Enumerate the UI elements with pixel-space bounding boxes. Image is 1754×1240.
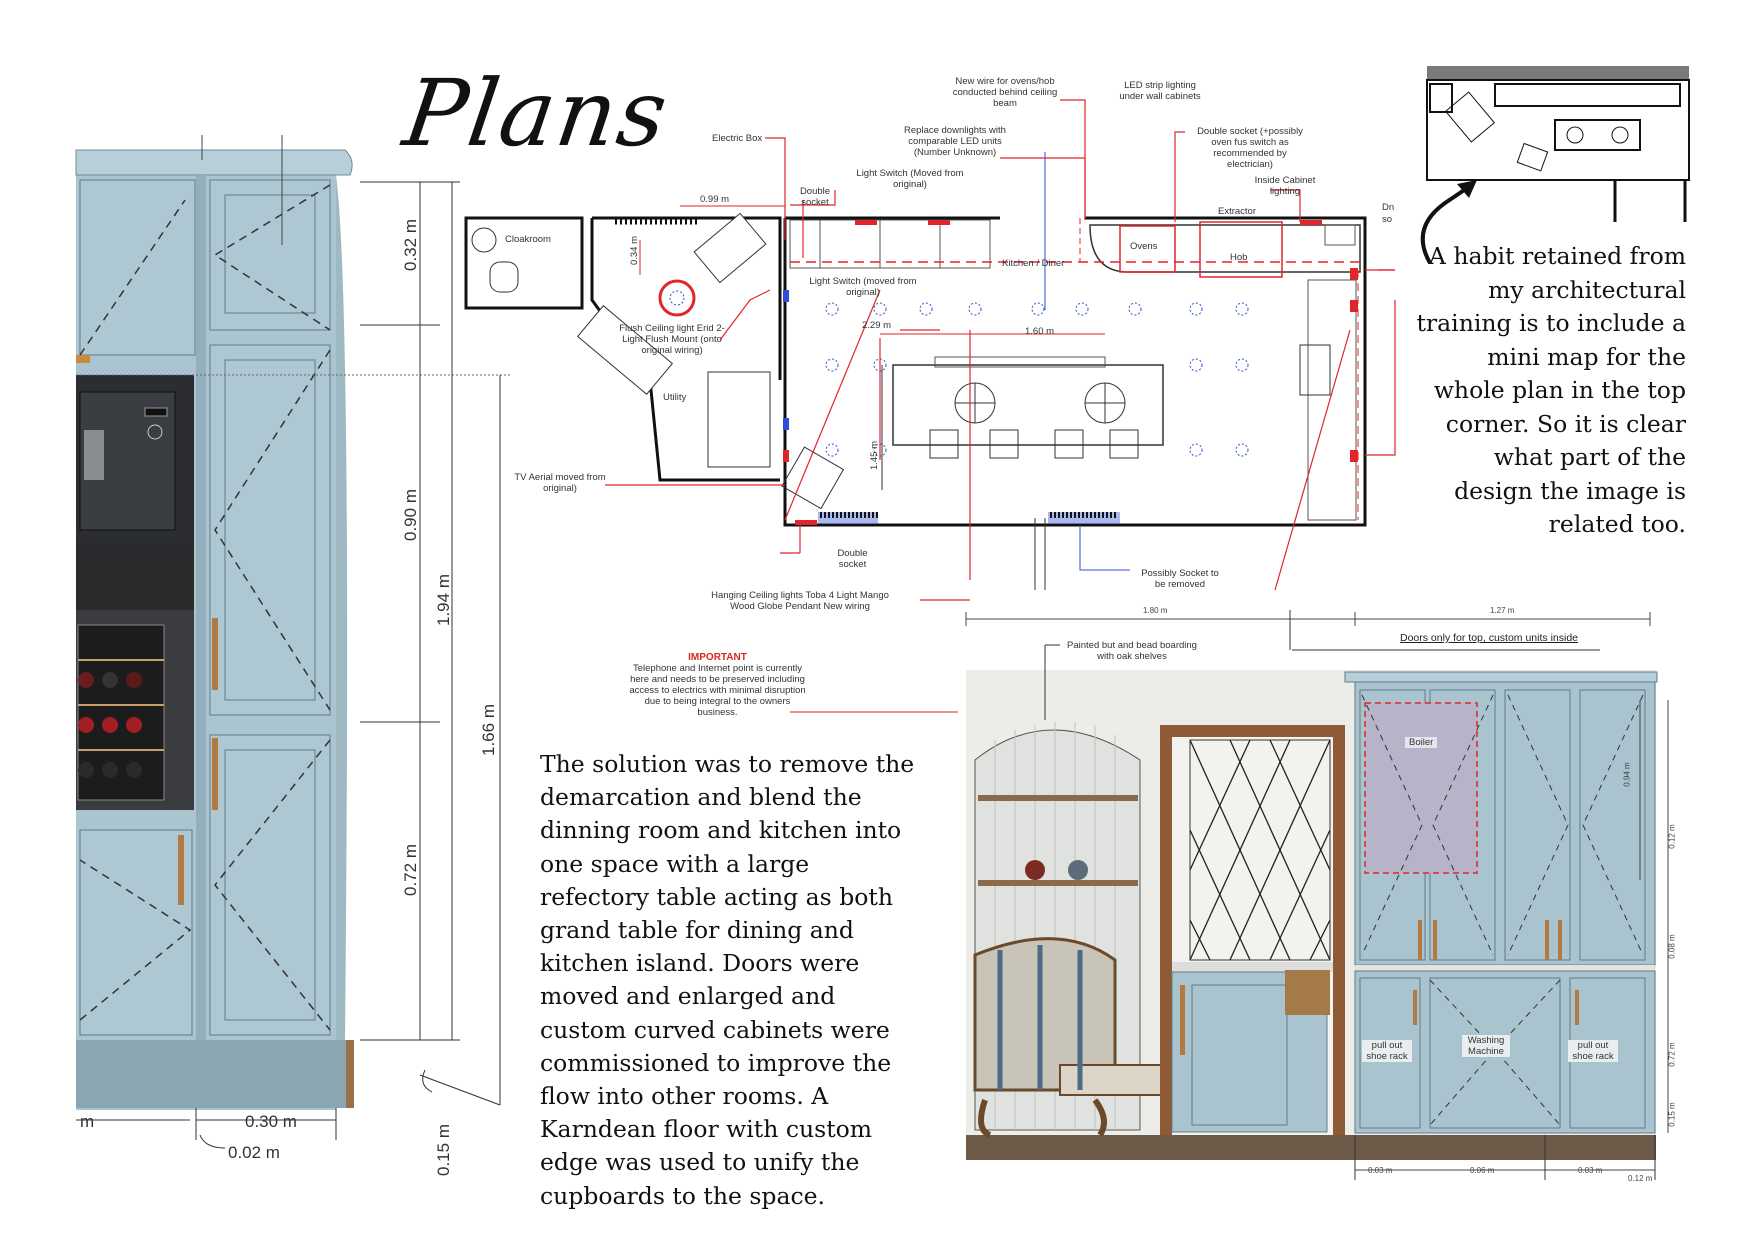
dim-label: 0.06 m: [1470, 1166, 1495, 1175]
dim-label: 0.34 m: [629, 235, 641, 266]
dim-label: 0.12 m: [1628, 1174, 1653, 1183]
dim-label: 1.66 m: [478, 704, 498, 756]
dim-label: 1.94 m: [433, 574, 453, 626]
light-switch-label: Light Switch (moved from original): [809, 276, 917, 298]
new-wire-label: New wire for ovens/hob conducted behind ceiling beam: [952, 76, 1058, 109]
dim-label: 0.15 m: [1667, 1102, 1677, 1127]
dim-label: 2.29 m: [862, 320, 892, 331]
solution-text: The solution was to remove the demarcation and blend the dinning room and kitchen into one space with a large refectory table acting as both grand table for dining and kitchen island. Doors were moved and enlarged and custom curved cabinets were commissioned to improve the flow into other rooms. A Karndean floor with custom edge was used to unify the cupboards to the space.: [540, 750, 915, 1210]
double-socket-label: Double socket: [799, 186, 831, 208]
pull-out-label: pull out shoe rack: [1568, 1040, 1618, 1062]
hob-label: Hob: [1230, 252, 1248, 263]
washing-machine-label: Washing Machine: [1462, 1035, 1510, 1057]
dim-label: 0.94 m: [1622, 762, 1632, 787]
boiler-label: Boiler: [1405, 737, 1437, 748]
dim-label: 1.60 m: [1025, 326, 1055, 337]
cloakroom-label: Cloakroom: [505, 234, 551, 245]
ovens-label: Ovens: [1130, 241, 1158, 252]
inside-cabinet-label: Inside Cabinet lighting: [1254, 175, 1316, 197]
hanging-lights-label: Hanging Ceiling lights Toba 4 Light Mango Wood Globe Pendant New wiring: [711, 590, 889, 612]
dim-label: 1.80 m: [1143, 606, 1168, 615]
kitchen-diner-label: Kitchen / Diner: [1002, 258, 1065, 269]
dim-label: 0.32 m: [400, 219, 420, 271]
double-socket-label: Double socket: [837, 548, 868, 570]
dim-label: 0.02 m: [228, 1143, 280, 1162]
dim-label: 0.03 m: [1368, 1166, 1393, 1175]
important-title: IMPORTANT: [688, 652, 747, 663]
dim-label: 0.99 m: [700, 194, 730, 205]
dim-label: 0.03 m: [1578, 1166, 1603, 1175]
dim-label: 0.72 m: [1667, 1042, 1677, 1067]
double-socket-label: Double socket (+possibly oven fus switch as recommended by electrician): [1197, 126, 1303, 170]
pull-out-label: pull out shoe rack: [1362, 1040, 1412, 1062]
dim-label: 0.90 m: [400, 489, 420, 541]
utility-label: Utility: [663, 392, 687, 403]
dim-label: Dn: [1382, 202, 1395, 213]
electric-box-label: Electric Box: [712, 133, 763, 144]
tv-aerial-label: TV Aerial moved from original): [514, 472, 606, 494]
dim-label: so: [1382, 214, 1393, 225]
extractor-label: Extractor: [1218, 206, 1257, 217]
important-text: Telephone and Internet point is currently here and needs to be preserved including access to electrics with minimal disruption due to being integral to the owners business.: [629, 663, 806, 718]
page-title: Plans: [397, 60, 676, 167]
dim-label: 0.15 m: [433, 1124, 453, 1176]
light-switch-label: Light Switch (Moved from original): [856, 168, 964, 190]
flush-ceiling-label: Flush Ceiling light Erid 2-Light Flush Mount (onto original wiring): [619, 323, 725, 356]
doors-only-label: Doors only for top, custom units inside: [1400, 632, 1578, 644]
painted-label: Painted but and bead boarding with oak shelves: [1067, 640, 1197, 662]
dim-label: 0.12 m: [1667, 824, 1677, 849]
dim-label: 0.30 m: [245, 1112, 297, 1131]
replace-downlights-label: Replace downlights with comparable LED units (Number Unknown): [904, 125, 1006, 158]
dim-label: m: [80, 1112, 95, 1131]
led-strip-label: LED strip lighting under wall cabinets: [1119, 80, 1201, 102]
dim-label: 1.27 m: [1490, 606, 1515, 615]
dim-label: 0.08 m: [1667, 934, 1677, 959]
dim-label: 0.72 m: [400, 844, 420, 896]
habit-text: A habit retained from my architectural training is to include a mini map for the whole plan in the top corner. So it is clear what part of the design the image is related too.: [1416, 242, 1686, 538]
possibly-socket-label: Possibly Socket to be removed: [1141, 568, 1219, 590]
dim-label: 1.45 m: [869, 440, 881, 471]
